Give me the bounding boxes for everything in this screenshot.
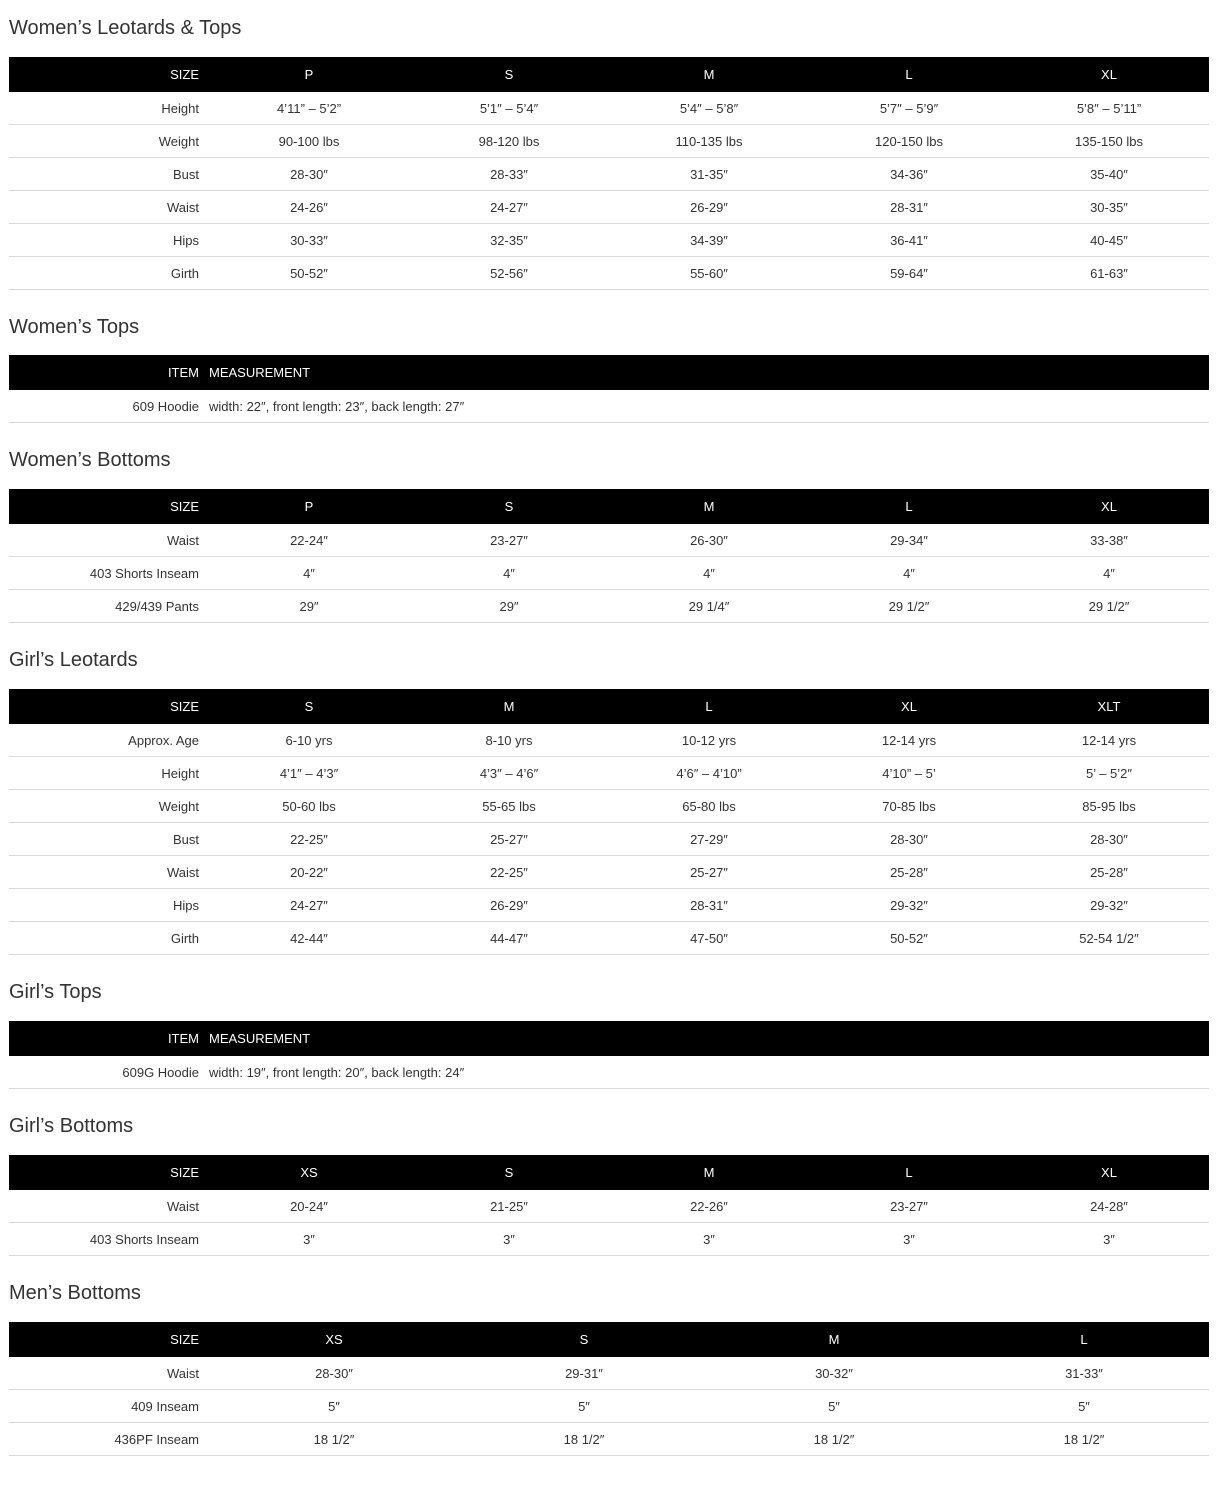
table-cell: 5’7″ – 5’9″ [809, 92, 1009, 125]
table-cell: 34-39″ [609, 224, 809, 257]
table-cell: 28-30″ [1009, 823, 1209, 856]
table-cell: 85-95 lbs [1009, 790, 1209, 823]
table-cell: 90-100 lbs [209, 125, 409, 158]
table-row [9, 790, 1209, 823]
girls-tops-section [9, 964, 1209, 1089]
table-header-row [9, 57, 1209, 92]
table-row [9, 1056, 1209, 1089]
table-cell: 52-54 1/2″ [1009, 922, 1209, 955]
section-title: Women’s Leotards & Tops [9, 17, 242, 39]
table-cell: 25-27″ [409, 823, 609, 856]
mens-bottoms-table [9, 1322, 1209, 1456]
header-cell: P [304, 67, 314, 82]
header-cell: ITEM [167, 1031, 199, 1046]
header-cell: M [703, 67, 715, 82]
girls-leotards-table [9, 689, 1209, 955]
header-cell: S [579, 1332, 589, 1347]
row-label: Girth [9, 922, 209, 955]
table-cell: 31-35″ [609, 158, 809, 191]
table-cell: 3″ [409, 1223, 609, 1256]
table-cell: 22-25″ [209, 823, 409, 856]
row-label: Waist [9, 1190, 209, 1223]
table-cell: 28-30″ [209, 1357, 459, 1390]
header-cell: MEASUREMENT [209, 1031, 311, 1046]
table-header-row [9, 689, 1209, 724]
table-cell: 29 1/2″ [1009, 590, 1209, 623]
girls-bottoms-table [9, 1155, 1209, 1256]
table-row [9, 590, 1209, 623]
header-cell: MEASUREMENT [209, 365, 311, 380]
table-cell: 110-135 lbs [609, 125, 809, 158]
row-label: 429/439 Pants [9, 590, 209, 623]
header-cell: SIZE [170, 1165, 199, 1180]
section-title: Men’s Bottoms [9, 1282, 141, 1304]
table-cell: 5″ [459, 1390, 709, 1423]
row-label: Bust [9, 823, 209, 856]
header-cell: SIZE [170, 699, 199, 714]
header-cell: XS [300, 1165, 318, 1180]
table-cell: 12-14 yrs [1009, 724, 1209, 757]
table-cell: 18 1/2″ [709, 1423, 959, 1456]
table-cell: 6-10 yrs [209, 724, 409, 757]
table-cell: width: 22″, front length: 23″, back length: 27″ [209, 390, 1209, 423]
table-cell: 28-31″ [809, 191, 1009, 224]
header-cell: M [503, 699, 515, 714]
table-cell: 98-120 lbs [409, 125, 609, 158]
table-cell: 23-27″ [409, 524, 609, 557]
table-cell: 36-41″ [809, 224, 1009, 257]
table-cell: 29-32″ [1009, 889, 1209, 922]
girls-bottoms-section [9, 1098, 1209, 1256]
table-cell: 32-35″ [409, 224, 609, 257]
table-cell: 29-34″ [809, 524, 1009, 557]
table-cell: 35-40″ [1009, 158, 1209, 191]
table-cell: 5’1″ – 5’4″ [409, 92, 609, 125]
table-cell: 4″ [1009, 557, 1209, 590]
table-cell: 4’6″ – 4’10” [609, 757, 809, 790]
size-chart-page [9, 0, 1209, 1456]
table-cell: width: 19″, front length: 20″, back length: 24″ [209, 1056, 1209, 1089]
header-cell: XL [1101, 1165, 1117, 1180]
header-cell: SIZE [170, 499, 199, 514]
womens-tops-section [9, 299, 1209, 423]
table-cell: 26-29″ [409, 889, 609, 922]
table-cell: 29″ [409, 590, 609, 623]
table-row [9, 1223, 1209, 1256]
table-row [9, 1190, 1209, 1223]
table-cell: 50-52″ [209, 257, 409, 290]
table-cell: 3″ [1009, 1223, 1209, 1256]
table-row [9, 757, 1209, 790]
header-cell: P [304, 499, 314, 514]
header-cell: L [705, 699, 713, 714]
table-cell: 4’11” – 5’2” [209, 92, 409, 125]
table-cell: 5″ [959, 1390, 1209, 1423]
row-label: 436PF Inseam [9, 1423, 209, 1456]
table-cell: 3″ [809, 1223, 1009, 1256]
table-row [9, 724, 1209, 757]
table-cell: 22-25″ [409, 856, 609, 889]
row-label: Waist [9, 524, 209, 557]
table-cell: 23-27″ [809, 1190, 1009, 1223]
header-cell: XLT [1097, 699, 1121, 714]
row-label: 403 Shorts Inseam [9, 557, 209, 590]
table-header-row [9, 1155, 1209, 1190]
table-cell: 120-150 lbs [809, 125, 1009, 158]
table-cell: 61-63″ [1009, 257, 1209, 290]
girls-tops-table [9, 1021, 1209, 1089]
table-cell: 40-45″ [1009, 224, 1209, 257]
table-cell: 5’8″ – 5’11” [1009, 92, 1209, 125]
header-cell: L [1080, 1332, 1088, 1347]
row-label: Weight [9, 790, 209, 823]
header-cell: L [905, 499, 913, 514]
table-cell: 28-31″ [609, 889, 809, 922]
table-cell: 8-10 yrs [409, 724, 609, 757]
womens-tops-table [9, 355, 1209, 423]
table-row [9, 922, 1209, 955]
table-cell: 4″ [609, 557, 809, 590]
table-cell: 27-29″ [609, 823, 809, 856]
table-row [9, 1357, 1209, 1390]
table-row [9, 889, 1209, 922]
section-title: Girl’s Leotards [9, 649, 138, 671]
row-label: Waist [9, 191, 209, 224]
table-cell: 65-80 lbs [609, 790, 809, 823]
table-cell: 24-27″ [409, 191, 609, 224]
row-label: 403 Shorts Inseam [9, 1223, 209, 1256]
girls-leotards-section [9, 632, 1209, 955]
table-cell: 44-47″ [409, 922, 609, 955]
row-label: Weight [9, 125, 209, 158]
table-cell: 5″ [209, 1390, 459, 1423]
table-cell: 31-33″ [959, 1357, 1209, 1390]
table-cell: 28-33″ [409, 158, 609, 191]
row-label: 609 Hoodie [9, 390, 209, 423]
table-cell: 50-52″ [809, 922, 1009, 955]
table-row [9, 125, 1209, 158]
table-cell: 30-33″ [209, 224, 409, 257]
womens-leotards-tops-section [9, 0, 1209, 290]
womens-leotards-tops-table [9, 57, 1209, 290]
table-cell: 29 1/2″ [809, 590, 1009, 623]
header-cell: S [504, 1165, 514, 1180]
table-row [9, 390, 1209, 423]
table-cell: 12-14 yrs [809, 724, 1009, 757]
header-cell: M [703, 1165, 715, 1180]
table-cell: 5’4″ – 5’8″ [609, 92, 809, 125]
table-cell: 30-32″ [709, 1357, 959, 1390]
table-cell: 18 1/2″ [959, 1423, 1209, 1456]
row-label: 409 Inseam [9, 1390, 209, 1423]
table-cell: 4’3″ – 4’6″ [409, 757, 609, 790]
table-cell: 24-27″ [209, 889, 409, 922]
table-cell: 4″ [409, 557, 609, 590]
table-cell: 25-28″ [1009, 856, 1209, 889]
header-cell: SIZE [170, 67, 199, 82]
table-cell: 22-26″ [609, 1190, 809, 1223]
table-row [9, 158, 1209, 191]
row-label: 609G Hoodie [9, 1056, 209, 1089]
table-cell: 25-27″ [609, 856, 809, 889]
header-cell: XL [901, 699, 917, 714]
table-cell: 20-22″ [209, 856, 409, 889]
table-cell: 29-31″ [459, 1357, 709, 1390]
table-cell: 4’1″ – 4’3″ [209, 757, 409, 790]
table-row [9, 823, 1209, 856]
table-cell: 52-56″ [409, 257, 609, 290]
table-cell: 47-50″ [609, 922, 809, 955]
table-cell: 55-65 lbs [409, 790, 609, 823]
table-cell: 26-30″ [609, 524, 809, 557]
table-cell: 34-36″ [809, 158, 1009, 191]
table-cell: 4’10” – 5’ [809, 757, 1009, 790]
header-cell: M [703, 499, 715, 514]
table-row [9, 191, 1209, 224]
table-cell: 42-44″ [209, 922, 409, 955]
womens-bottoms-section [9, 432, 1209, 623]
table-row [9, 257, 1209, 290]
header-cell: SIZE [170, 1332, 199, 1347]
header-cell: XL [1101, 499, 1117, 514]
table-cell: 18 1/2″ [459, 1423, 709, 1456]
row-label: Hips [9, 224, 209, 257]
row-label: Height [9, 92, 209, 125]
table-header-row [9, 1322, 1209, 1357]
table-row [9, 224, 1209, 257]
row-label: Girth [9, 257, 209, 290]
table-cell: 70-85 lbs [809, 790, 1009, 823]
section-title: Women’s Bottoms [9, 449, 171, 471]
section-title: Women’s Tops [9, 316, 140, 338]
header-cell: S [504, 499, 514, 514]
row-label: Approx. Age [9, 724, 209, 757]
table-cell: 29″ [209, 590, 409, 623]
table-cell: 135-150 lbs [1009, 125, 1209, 158]
table-cell: 33-38″ [1009, 524, 1209, 557]
table-header-row [9, 1021, 1209, 1056]
table-cell: 25-28″ [809, 856, 1009, 889]
table-row [9, 1390, 1209, 1423]
table-row [9, 92, 1209, 125]
row-label: Bust [9, 158, 209, 191]
section-title: Girl’s Tops [9, 981, 102, 1003]
table-cell: 18 1/2″ [209, 1423, 459, 1456]
table-cell: 28-30″ [209, 158, 409, 191]
row-label: Height [9, 757, 209, 790]
table-cell: 24-28″ [1009, 1190, 1209, 1223]
section-title: Girl’s Bottoms [9, 1115, 134, 1137]
header-cell: ITEM [167, 365, 199, 380]
womens-bottoms-table [9, 489, 1209, 623]
header-cell: S [304, 699, 314, 714]
table-cell: 4″ [809, 557, 1009, 590]
table-header-row [9, 489, 1209, 524]
header-cell: XL [1101, 67, 1117, 82]
table-cell: 3″ [209, 1223, 409, 1256]
table-row [9, 1423, 1209, 1456]
table-cell: 20-24″ [209, 1190, 409, 1223]
header-cell: S [504, 67, 514, 82]
table-cell: 28-30″ [809, 823, 1009, 856]
table-cell: 4″ [209, 557, 409, 590]
table-cell: 5’ – 5’2″ [1009, 757, 1209, 790]
table-cell: 55-60″ [609, 257, 809, 290]
mens-bottoms-section [9, 1265, 1209, 1456]
table-row [9, 557, 1209, 590]
row-label: Waist [9, 1357, 209, 1390]
table-cell: 30-35″ [1009, 191, 1209, 224]
header-cell: M [828, 1332, 840, 1347]
table-cell: 24-26″ [209, 191, 409, 224]
table-row [9, 524, 1209, 557]
table-cell: 21-25″ [409, 1190, 609, 1223]
table-cell: 22-24″ [209, 524, 409, 557]
row-label: Waist [9, 856, 209, 889]
table-cell: 10-12 yrs [609, 724, 809, 757]
table-cell: 3″ [609, 1223, 809, 1256]
header-cell: L [905, 1165, 913, 1180]
row-label: Hips [9, 889, 209, 922]
header-cell: L [905, 67, 913, 82]
table-row [9, 856, 1209, 889]
table-cell: 26-29″ [609, 191, 809, 224]
table-cell: 29 1/4″ [609, 590, 809, 623]
table-cell: 29-32″ [809, 889, 1009, 922]
header-cell: XS [325, 1332, 343, 1347]
table-header-row [9, 355, 1209, 390]
table-cell: 5″ [709, 1390, 959, 1423]
table-cell: 59-64″ [809, 257, 1009, 290]
table-cell: 50-60 lbs [209, 790, 409, 823]
